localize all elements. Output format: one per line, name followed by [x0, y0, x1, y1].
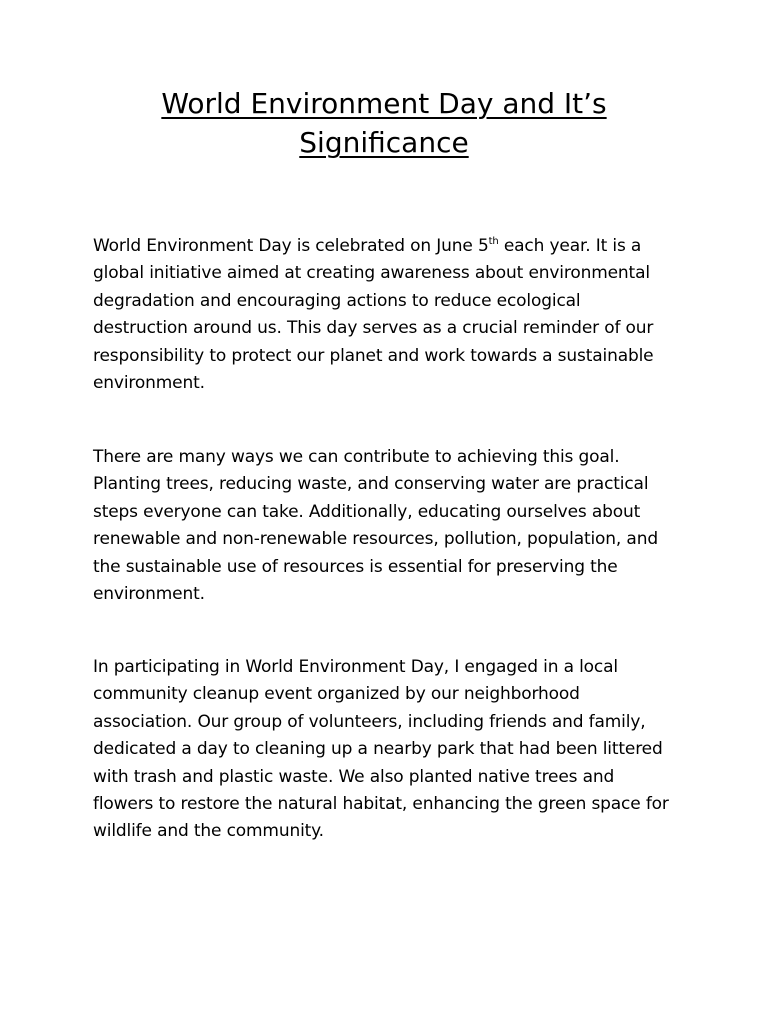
paragraph-line: the sustainable use of resources is essential for preserving the: [93, 556, 618, 577]
paragraph-line: association. Our group of volunteers, including friends and family,: [93, 711, 646, 732]
date-text: World Environment Day is celebrated on June 5: [93, 236, 489, 256]
document-title: World Environment Day and It’s Significance: [161, 87, 607, 159]
paragraph-line: degradation and encouraging actions to reduce ecological: [93, 290, 581, 311]
paragraph-line: There are many ways we can contribute to achieving this goal.: [93, 447, 620, 467]
paragraph-line: In participating in World Environment Day, I engaged in a local: [93, 657, 618, 677]
paragraph-line: wildlife and the community.: [93, 821, 324, 842]
paragraph-1: [93, 233, 683, 397]
paragraph-line: environment.: [93, 373, 205, 394]
paragraph-line: global initiative aimed at creating awareness about environmental: [93, 263, 650, 284]
paragraph-line: environment.: [93, 584, 205, 605]
ordinal-suffix: th: [488, 236, 499, 247]
paragraph-line: destruction around us. This day serves as a crucial reminder of our: [93, 318, 654, 339]
paragraph-line: steps everyone can take. Additionally, educating ourselves about: [93, 501, 641, 522]
paragraph-line: with trash and plastic waste. We also planted native trees and: [93, 766, 615, 787]
paragraph-line: responsibility to protect our planet and work towards a sustainable: [93, 345, 654, 366]
paragraph-2: [93, 444, 683, 608]
paragraph-line: [93, 233, 683, 260]
paragraph-line: dedicated a day to cleaning up a nearby park that had been littered: [93, 739, 663, 760]
paragraph-line: Planting trees, reducing waste, and conserving water are practical: [93, 474, 649, 495]
paragraph-line: renewable and non-renewable resources, pollution, population, and: [93, 529, 658, 550]
paragraph-line: community cleanup event organized by our neighborhood: [93, 684, 580, 705]
paragraph-line: flowers to restore the natural habitat, enhancing the green space for: [93, 794, 669, 815]
paragraph-3: [93, 654, 683, 846]
line-continuation: each year. It is a: [498, 236, 642, 256]
